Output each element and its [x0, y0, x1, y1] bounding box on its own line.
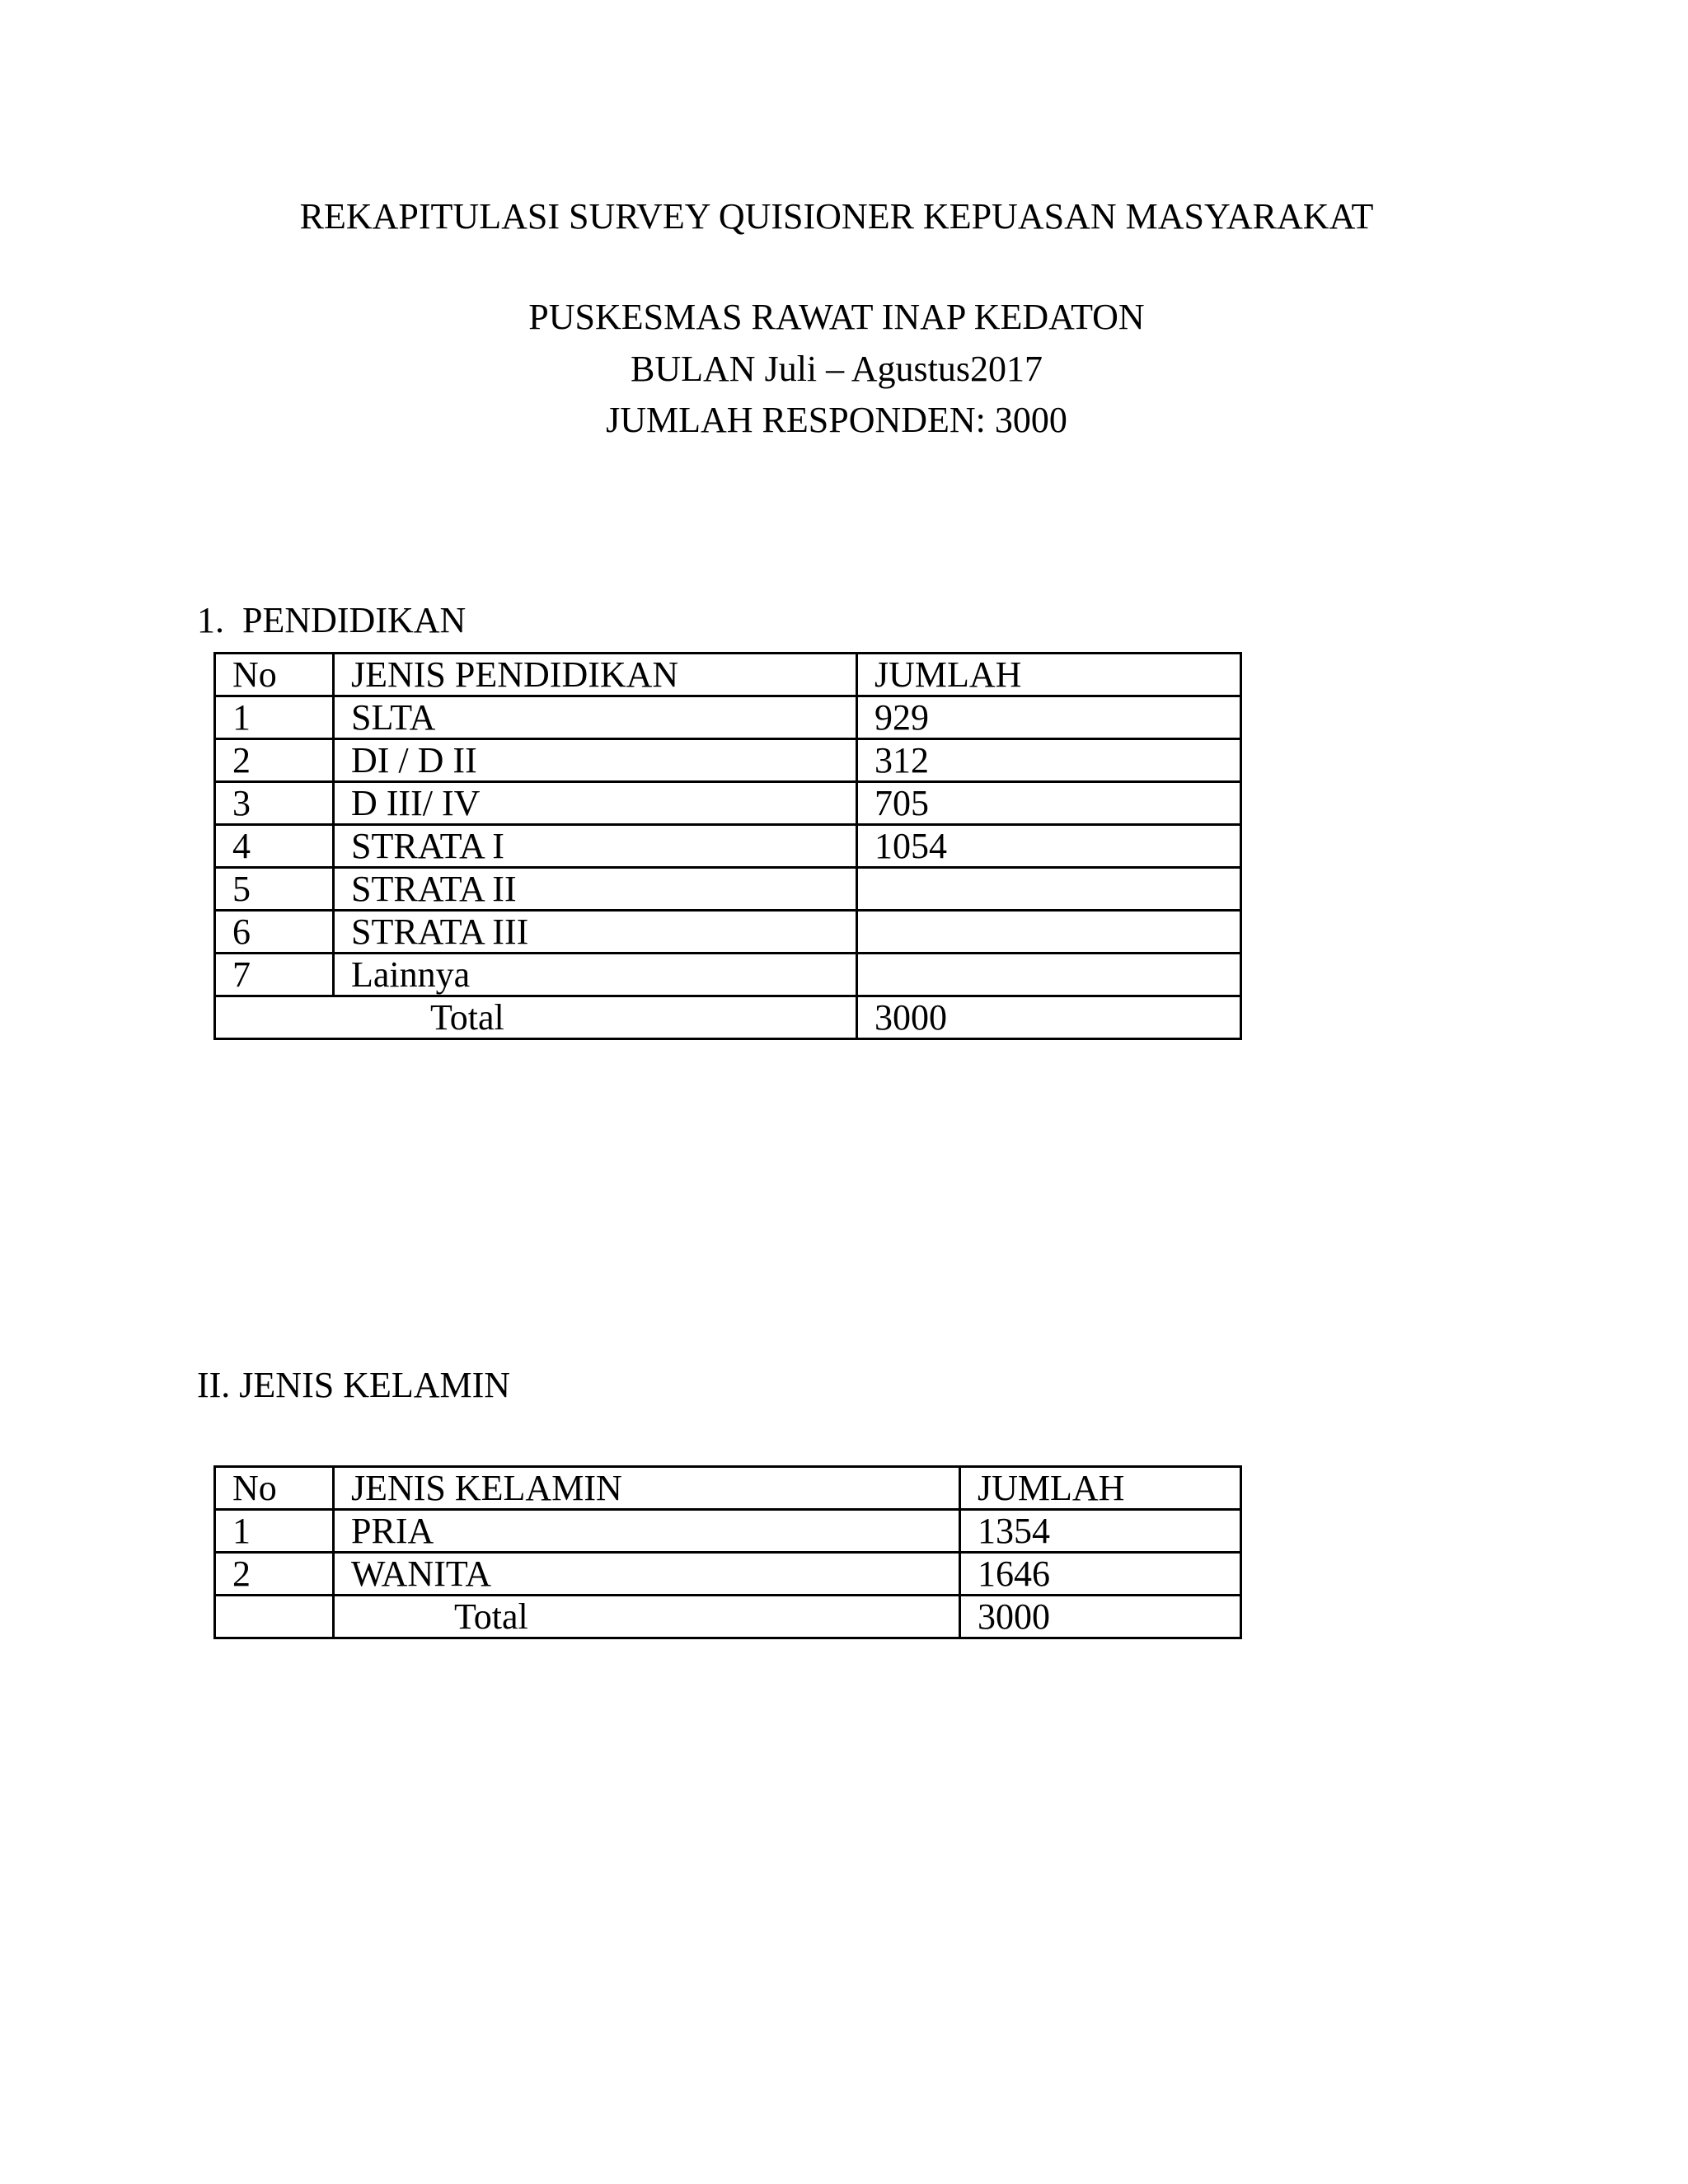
cell-jenis: PRIA	[334, 1510, 960, 1553]
column-header-jumlah: JUMLAH	[960, 1467, 1241, 1510]
column-header-jenis: JENIS KELAMIN	[334, 1467, 960, 1510]
institution-name: PUSKESMAS RAWAT INAP KEDATON	[528, 297, 1145, 337]
cell-jenis: SLTA	[334, 696, 857, 739]
cell-jumlah	[857, 911, 1241, 954]
table-row	[215, 911, 1241, 954]
table-row	[215, 1553, 1241, 1596]
document-title: REKAPITULASI SURVEY QUISIONER KEPUASAN MASYARAKAT	[299, 196, 1374, 237]
total-row	[215, 996, 1241, 1039]
cell-jenis: STRATA III	[334, 911, 857, 954]
cell-jumlah	[857, 954, 1241, 996]
column-header-no: No	[215, 654, 334, 696]
pendidikan-table	[213, 652, 1242, 1040]
empty-cell	[215, 1596, 334, 1638]
table-row	[215, 782, 1241, 825]
section-heading-pendidikan: 1. PENDIDIKAN	[197, 600, 467, 640]
kelamin-table	[213, 1465, 1242, 1639]
cell-no: 3	[215, 782, 334, 825]
column-header-jenis: JENIS PENDIDIKAN	[334, 654, 857, 696]
table-row	[215, 825, 1241, 868]
cell-jumlah: 1354	[960, 1510, 1241, 1553]
table-header-row	[215, 1467, 1241, 1510]
survey-period: BULAN Juli – Agustus2017	[631, 349, 1043, 389]
cell-jumlah: 705	[857, 782, 1241, 825]
section-heading-kelamin: II. JENIS KELAMIN	[197, 1365, 511, 1405]
cell-no: 1	[215, 1510, 334, 1553]
cell-no: 6	[215, 911, 334, 954]
cell-jenis: DI / D II	[334, 739, 857, 782]
respondent-count: JUMLAH RESPONDEN: 3000	[606, 400, 1067, 440]
cell-no: 2	[215, 1553, 334, 1596]
cell-jenis: STRATA II	[334, 868, 857, 911]
total-label: Total	[334, 1596, 960, 1638]
cell-jenis: D III/ IV	[334, 782, 857, 825]
cell-jenis: WANITA	[334, 1553, 960, 1596]
total-label: Total	[215, 996, 857, 1039]
cell-jumlah	[857, 868, 1241, 911]
cell-no: 5	[215, 868, 334, 911]
cell-jenis: Lainnya	[334, 954, 857, 996]
column-header-no: No	[215, 1467, 334, 1510]
column-header-jumlah: JUMLAH	[857, 654, 1241, 696]
cell-no: 4	[215, 825, 334, 868]
total-value: 3000	[857, 996, 1241, 1039]
cell-jumlah: 929	[857, 696, 1241, 739]
cell-no: 7	[215, 954, 334, 996]
cell-no: 2	[215, 739, 334, 782]
table-row	[215, 954, 1241, 996]
total-row	[215, 1596, 1241, 1638]
cell-jumlah: 1646	[960, 1553, 1241, 1596]
table-header-row	[215, 654, 1241, 696]
table-row	[215, 1510, 1241, 1553]
cell-jenis: STRATA I	[334, 825, 857, 868]
table-row	[215, 739, 1241, 782]
table-row	[215, 696, 1241, 739]
cell-jumlah: 312	[857, 739, 1241, 782]
table-row	[215, 868, 1241, 911]
total-value: 3000	[960, 1596, 1241, 1638]
cell-jumlah: 1054	[857, 825, 1241, 868]
cell-no: 1	[215, 696, 334, 739]
